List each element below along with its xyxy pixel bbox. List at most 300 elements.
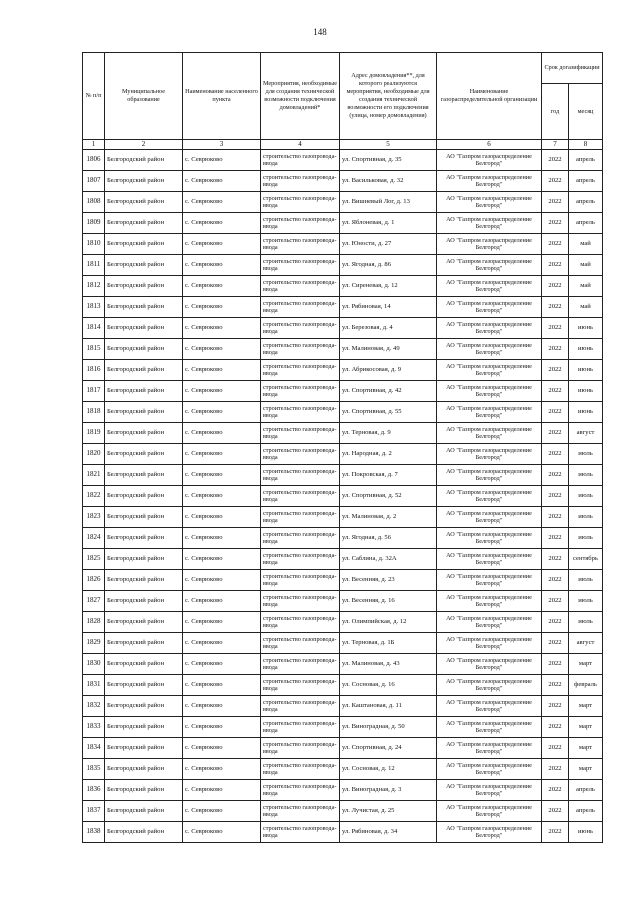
organization-cell: АО "Газпром газораспределение Белгород" <box>437 234 542 255</box>
month-cell: апрель <box>569 801 603 822</box>
address-cell: ул. Сиреневая, д. 12 <box>340 276 437 297</box>
table-row <box>83 402 603 423</box>
month-cell: февраль <box>569 675 603 696</box>
month-cell: июнь <box>569 318 603 339</box>
settlement-cell: с. Севрюково <box>183 696 261 717</box>
month-cell: апрель <box>569 192 603 213</box>
header-activity: Мероприятия, необходимые для создания технической возможности подключения домовладений* <box>261 53 340 140</box>
activity-cell: строительство газопровода-ввода <box>261 171 340 192</box>
header-org: Наименование газораспределительной организации <box>437 53 542 140</box>
municipality-cell: Белгородский район <box>105 360 183 381</box>
municipality-cell: Белгородский район <box>105 549 183 570</box>
year-cell: 2022 <box>542 402 569 423</box>
table-row <box>83 801 603 822</box>
table-header <box>83 53 603 150</box>
municipality-cell: Белгородский район <box>105 717 183 738</box>
address-cell: ул. Абрикосовая, д. 9 <box>340 360 437 381</box>
address-cell: ул. Березовая, д. 4 <box>340 318 437 339</box>
address-cell: ул. Лучистая, д. 25 <box>340 801 437 822</box>
municipality-cell: Белгородский район <box>105 633 183 654</box>
table-row <box>83 633 603 654</box>
row-number: 1832 <box>83 696 105 717</box>
column-number: 7 <box>542 140 569 150</box>
activity-cell: строительство газопровода-ввода <box>261 318 340 339</box>
year-cell: 2022 <box>542 360 569 381</box>
address-cell: ул. Малиновая, д. 43 <box>340 654 437 675</box>
row-number: 1818 <box>83 402 105 423</box>
activity-cell: строительство газопровода-ввода <box>261 780 340 801</box>
activity-cell: строительство газопровода-ввода <box>261 465 340 486</box>
address-cell: ул. Спортивная, д. 52 <box>340 486 437 507</box>
settlement-cell: с. Севрюково <box>183 801 261 822</box>
organization-cell: АО "Газпром газораспределение Белгород" <box>437 444 542 465</box>
year-cell: 2022 <box>542 507 569 528</box>
month-cell: август <box>569 423 603 444</box>
organization-cell: АО "Газпром газораспределение Белгород" <box>437 360 542 381</box>
address-cell: ул. Спортивная, д. 55 <box>340 402 437 423</box>
year-cell: 2022 <box>542 339 569 360</box>
month-cell: апрель <box>569 780 603 801</box>
organization-cell: АО "Газпром газораспределение Белгород" <box>437 528 542 549</box>
year-cell: 2022 <box>542 318 569 339</box>
organization-cell: АО "Газпром газораспределение Белгород" <box>437 717 542 738</box>
organization-cell: АО "Газпром газораспределение Белгород" <box>437 318 542 339</box>
table-row <box>83 339 603 360</box>
municipality-cell: Белгородский район <box>105 780 183 801</box>
organization-cell: АО "Газпром газораспределение Белгород" <box>437 780 542 801</box>
row-number: 1810 <box>83 234 105 255</box>
settlement-cell: с. Севрюково <box>183 423 261 444</box>
table-row <box>83 612 603 633</box>
month-cell: июль <box>569 507 603 528</box>
activity-cell: строительство газопровода-ввода <box>261 612 340 633</box>
gasification-table <box>82 52 603 843</box>
table-row <box>83 150 603 171</box>
month-cell: март <box>569 759 603 780</box>
activity-cell: строительство газопровода-ввода <box>261 549 340 570</box>
municipality-cell: Белгородский район <box>105 591 183 612</box>
table-row <box>83 234 603 255</box>
table-row <box>83 780 603 801</box>
settlement-cell: с. Севрюково <box>183 570 261 591</box>
table-row <box>83 192 603 213</box>
year-cell: 2022 <box>542 570 569 591</box>
activity-cell: строительство газопровода-ввода <box>261 234 340 255</box>
address-cell: ул. Рябиновая, 14 <box>340 297 437 318</box>
row-number: 1828 <box>83 612 105 633</box>
activity-cell: строительство газопровода-ввода <box>261 801 340 822</box>
address-cell: ул. Ягодная, д. 86 <box>340 255 437 276</box>
municipality-cell: Белгородский район <box>105 486 183 507</box>
address-cell: ул. Каштановая, д. 11 <box>340 696 437 717</box>
activity-cell: строительство газопровода-ввода <box>261 633 340 654</box>
column-number: 4 <box>261 140 340 150</box>
municipality-cell: Белгородский район <box>105 822 183 843</box>
activity-cell: строительство газопровода-ввода <box>261 423 340 444</box>
organization-cell: АО "Газпром газораспределение Белгород" <box>437 507 542 528</box>
year-cell: 2022 <box>542 633 569 654</box>
year-cell: 2022 <box>542 738 569 759</box>
municipality-cell: Белгородский район <box>105 318 183 339</box>
row-number: 1830 <box>83 654 105 675</box>
column-number: 2 <box>105 140 183 150</box>
address-cell: ул. Васильковая, д. 32 <box>340 171 437 192</box>
address-cell: ул. Весенняя, д. 23 <box>340 570 437 591</box>
month-cell: июнь <box>569 360 603 381</box>
header-num: № п/п <box>83 53 105 140</box>
row-number: 1820 <box>83 444 105 465</box>
month-cell: май <box>569 276 603 297</box>
settlement-cell: с. Севрюково <box>183 402 261 423</box>
table-row <box>83 381 603 402</box>
settlement-cell: с. Севрюково <box>183 507 261 528</box>
settlement-cell: с. Севрюково <box>183 381 261 402</box>
activity-cell: строительство газопровода-ввода <box>261 675 340 696</box>
year-cell: 2022 <box>542 780 569 801</box>
year-cell: 2022 <box>542 801 569 822</box>
table-row <box>83 486 603 507</box>
table-row <box>83 570 603 591</box>
organization-cell: АО "Газпром газораспределение Белгород" <box>437 654 542 675</box>
municipality-cell: Белгородский район <box>105 570 183 591</box>
organization-cell: АО "Газпром газораспределение Белгород" <box>437 801 542 822</box>
table-row <box>83 507 603 528</box>
row-number: 1807 <box>83 171 105 192</box>
table-row <box>83 717 603 738</box>
municipality-cell: Белгородский район <box>105 213 183 234</box>
municipality-cell: Белгородский район <box>105 654 183 675</box>
row-number: 1821 <box>83 465 105 486</box>
activity-cell: строительство газопровода-ввода <box>261 591 340 612</box>
row-number: 1819 <box>83 423 105 444</box>
settlement-cell: с. Севрюково <box>183 213 261 234</box>
table-row <box>83 528 603 549</box>
settlement-cell: с. Севрюково <box>183 255 261 276</box>
activity-cell: строительство газопровода-ввода <box>261 255 340 276</box>
row-number: 1813 <box>83 297 105 318</box>
address-cell: ул. Спортивная, д. 24 <box>340 738 437 759</box>
settlement-cell: с. Севрюково <box>183 528 261 549</box>
settlement-cell: с. Севрюково <box>183 192 261 213</box>
month-cell: август <box>569 633 603 654</box>
month-cell: март <box>569 717 603 738</box>
settlement-cell: с. Севрюково <box>183 297 261 318</box>
municipality-cell: Белгородский район <box>105 150 183 171</box>
municipality-cell: Белгородский район <box>105 507 183 528</box>
organization-cell: АО "Газпром газораспределение Белгород" <box>437 738 542 759</box>
organization-cell: АО "Газпром газораспределение Белгород" <box>437 759 542 780</box>
row-number: 1809 <box>83 213 105 234</box>
table-row <box>83 738 603 759</box>
activity-cell: строительство газопровода-ввода <box>261 360 340 381</box>
month-cell: март <box>569 654 603 675</box>
organization-cell: АО "Газпром газораспределение Белгород" <box>437 150 542 171</box>
municipality-cell: Белгородский район <box>105 339 183 360</box>
organization-cell: АО "Газпром газораспределение Белгород" <box>437 822 542 843</box>
row-number: 1812 <box>83 276 105 297</box>
address-cell: ул. Покровская, д. 7 <box>340 465 437 486</box>
address-cell: ул. Олимпийская, д. 12 <box>340 612 437 633</box>
settlement-cell: с. Севрюково <box>183 150 261 171</box>
organization-cell: АО "Газпром газораспределение Белгород" <box>437 612 542 633</box>
address-cell: ул. Саблина, д. 32А <box>340 549 437 570</box>
year-cell: 2022 <box>542 423 569 444</box>
municipality-cell: Белгородский район <box>105 255 183 276</box>
settlement-cell: с. Севрюково <box>183 444 261 465</box>
settlement-cell: с. Севрюково <box>183 822 261 843</box>
organization-cell: АО "Газпром газораспределение Белгород" <box>437 549 542 570</box>
table-row <box>83 276 603 297</box>
settlement-cell: с. Севрюково <box>183 549 261 570</box>
column-number: 5 <box>340 140 437 150</box>
year-cell: 2022 <box>542 717 569 738</box>
column-number: 6 <box>437 140 542 150</box>
municipality-cell: Белгородский район <box>105 738 183 759</box>
month-cell: июнь <box>569 822 603 843</box>
settlement-cell: с. Севрюково <box>183 591 261 612</box>
organization-cell: АО "Газпром газораспределение Белгород" <box>437 465 542 486</box>
settlement-cell: с. Севрюково <box>183 465 261 486</box>
activity-cell: строительство газопровода-ввода <box>261 738 340 759</box>
year-cell: 2022 <box>542 654 569 675</box>
month-cell: июнь <box>569 381 603 402</box>
year-cell: 2022 <box>542 612 569 633</box>
address-cell: ул. Яблоневая, д. 1 <box>340 213 437 234</box>
row-number: 1811 <box>83 255 105 276</box>
table-row <box>83 255 603 276</box>
row-number: 1835 <box>83 759 105 780</box>
year-cell: 2022 <box>542 276 569 297</box>
header-deadline: Срок догазификации <box>542 53 603 84</box>
activity-cell: строительство газопровода-ввода <box>261 402 340 423</box>
table-row <box>83 675 603 696</box>
year-cell: 2022 <box>542 213 569 234</box>
settlement-cell: с. Севрюково <box>183 171 261 192</box>
organization-cell: АО "Газпром газораспределение Белгород" <box>437 192 542 213</box>
month-cell: сентябрь <box>569 549 603 570</box>
table-row <box>83 654 603 675</box>
year-cell: 2022 <box>542 822 569 843</box>
year-cell: 2022 <box>542 381 569 402</box>
column-number: 8 <box>569 140 603 150</box>
row-number: 1823 <box>83 507 105 528</box>
page-number: 148 <box>313 27 327 37</box>
activity-cell: строительство газопровода-ввода <box>261 570 340 591</box>
organization-cell: АО "Газпром газораспределение Белгород" <box>437 297 542 318</box>
address-cell: ул. Малиновая, д. 2 <box>340 507 437 528</box>
table-row <box>83 423 603 444</box>
settlement-cell: с. Севрюково <box>183 780 261 801</box>
address-cell: ул. Сосновая, д. 16 <box>340 675 437 696</box>
organization-cell: АО "Газпром газораспределение Белгород" <box>437 339 542 360</box>
year-cell: 2022 <box>542 675 569 696</box>
organization-cell: АО "Газпром газораспределение Белгород" <box>437 486 542 507</box>
year-cell: 2022 <box>542 255 569 276</box>
activity-cell: строительство газопровода-ввода <box>261 444 340 465</box>
address-cell: ул. Рябиновая, д. 34 <box>340 822 437 843</box>
settlement-cell: с. Севрюково <box>183 612 261 633</box>
year-cell: 2022 <box>542 591 569 612</box>
activity-cell: строительство газопровода-ввода <box>261 822 340 843</box>
row-number: 1825 <box>83 549 105 570</box>
organization-cell: АО "Газпром газораспределение Белгород" <box>437 696 542 717</box>
settlement-cell: с. Севрюково <box>183 360 261 381</box>
column-number: 3 <box>183 140 261 150</box>
year-cell: 2022 <box>542 444 569 465</box>
address-cell: ул. Виноградная, д. 3 <box>340 780 437 801</box>
year-cell: 2022 <box>542 549 569 570</box>
activity-cell: строительство газопровода-ввода <box>261 717 340 738</box>
table-row <box>83 759 603 780</box>
address-cell: ул. Малиновая, д. 49 <box>340 339 437 360</box>
address-cell: ул. Весенняя, д. 16 <box>340 591 437 612</box>
row-number: 1814 <box>83 318 105 339</box>
settlement-cell: с. Севрюково <box>183 717 261 738</box>
settlement-cell: с. Севрюково <box>183 633 261 654</box>
month-cell: апрель <box>569 150 603 171</box>
settlement-cell: с. Севрюково <box>183 234 261 255</box>
activity-cell: строительство газопровода-ввода <box>261 528 340 549</box>
organization-cell: АО "Газпром газораспределение Белгород" <box>437 675 542 696</box>
activity-cell: строительство газопровода-ввода <box>261 759 340 780</box>
organization-cell: АО "Газпром газораспределение Белгород" <box>437 402 542 423</box>
activity-cell: строительство газопровода-ввода <box>261 696 340 717</box>
settlement-cell: с. Севрюково <box>183 654 261 675</box>
organization-cell: АО "Газпром газораспределение Белгород" <box>437 570 542 591</box>
organization-cell: АО "Газпром газораспределение Белгород" <box>437 276 542 297</box>
month-cell: март <box>569 696 603 717</box>
municipality-cell: Белгородский район <box>105 276 183 297</box>
table-row <box>83 360 603 381</box>
table-body <box>83 150 603 843</box>
table-row <box>83 591 603 612</box>
settlement-cell: с. Севрюково <box>183 318 261 339</box>
organization-cell: АО "Газпром газораспределение Белгород" <box>437 633 542 654</box>
address-cell: ул. Терновая, д. 9 <box>340 423 437 444</box>
column-number: 1 <box>83 140 105 150</box>
row-number: 1829 <box>83 633 105 654</box>
municipality-cell: Белгородский район <box>105 192 183 213</box>
address-cell: ул. Терновая, д. 1Б <box>340 633 437 654</box>
settlement-cell: с. Севрюково <box>183 759 261 780</box>
address-cell: ул. Ягодная, д. 56 <box>340 528 437 549</box>
municipality-cell: Белгородский район <box>105 801 183 822</box>
year-cell: 2022 <box>542 696 569 717</box>
year-cell: 2022 <box>542 465 569 486</box>
address-cell: ул. Вишневый Лог, д. 13 <box>340 192 437 213</box>
address-cell: ул. Виноградная, д. 50 <box>340 717 437 738</box>
table-row <box>83 318 603 339</box>
month-cell: май <box>569 255 603 276</box>
settlement-cell: с. Севрюково <box>183 486 261 507</box>
organization-cell: АО "Газпром газораспределение Белгород" <box>437 381 542 402</box>
municipality-cell: Белгородский район <box>105 675 183 696</box>
row-number: 1834 <box>83 738 105 759</box>
organization-cell: АО "Газпром газораспределение Белгород" <box>437 213 542 234</box>
municipality-cell: Белгородский район <box>105 234 183 255</box>
settlement-cell: с. Севрюково <box>183 339 261 360</box>
settlement-cell: с. Севрюково <box>183 738 261 759</box>
activity-cell: строительство газопровода-ввода <box>261 213 340 234</box>
row-number: 1815 <box>83 339 105 360</box>
table-row <box>83 444 603 465</box>
month-cell: апрель <box>569 171 603 192</box>
month-cell: март <box>569 738 603 759</box>
municipality-cell: Белгородский район <box>105 528 183 549</box>
row-number: 1838 <box>83 822 105 843</box>
row-number: 1827 <box>83 591 105 612</box>
month-cell: июль <box>569 486 603 507</box>
column-numbers-row <box>83 140 603 150</box>
activity-cell: строительство газопровода-ввода <box>261 654 340 675</box>
row-number: 1808 <box>83 192 105 213</box>
organization-cell: АО "Газпром газораспределение Белгород" <box>437 591 542 612</box>
municipality-cell: Белгородский район <box>105 465 183 486</box>
table-row <box>83 822 603 843</box>
activity-cell: строительство газопровода-ввода <box>261 381 340 402</box>
municipality-cell: Белгородский район <box>105 171 183 192</box>
header-month: месяц <box>569 84 603 140</box>
month-cell: май <box>569 234 603 255</box>
year-cell: 2022 <box>542 234 569 255</box>
table-row <box>83 213 603 234</box>
row-number: 1826 <box>83 570 105 591</box>
row-number: 1816 <box>83 360 105 381</box>
month-cell: апрель <box>569 213 603 234</box>
address-cell: ул. Спортивная, д. 35 <box>340 150 437 171</box>
activity-cell: строительство газопровода-ввода <box>261 339 340 360</box>
year-cell: 2022 <box>542 759 569 780</box>
activity-cell: строительство газопровода-ввода <box>261 150 340 171</box>
organization-cell: АО "Газпром газораспределение Белгород" <box>437 255 542 276</box>
organization-cell: АО "Газпром газораспределение Белгород" <box>437 171 542 192</box>
month-cell: июль <box>569 570 603 591</box>
year-cell: 2022 <box>542 171 569 192</box>
municipality-cell: Белгородский район <box>105 381 183 402</box>
row-number: 1806 <box>83 150 105 171</box>
month-cell: июль <box>569 444 603 465</box>
table-row <box>83 696 603 717</box>
row-number: 1824 <box>83 528 105 549</box>
activity-cell: строительство газопровода-ввода <box>261 507 340 528</box>
month-cell: июль <box>569 591 603 612</box>
activity-cell: строительство газопровода-ввода <box>261 297 340 318</box>
row-number: 1822 <box>83 486 105 507</box>
header-settlement: Наименование населенного пункта <box>183 53 261 140</box>
year-cell: 2022 <box>542 486 569 507</box>
row-number: 1833 <box>83 717 105 738</box>
header-municipality: Муниципальное образование <box>105 53 183 140</box>
activity-cell: строительство газопровода-ввода <box>261 486 340 507</box>
municipality-cell: Белгородский район <box>105 612 183 633</box>
address-cell: ул. Юности, д. 27 <box>340 234 437 255</box>
activity-cell: строительство газопровода-ввода <box>261 192 340 213</box>
settlement-cell: с. Севрюково <box>183 675 261 696</box>
month-cell: июнь <box>569 339 603 360</box>
address-cell: ул. Народная, д. 2 <box>340 444 437 465</box>
address-cell: ул. Сосновая, д. 12 <box>340 759 437 780</box>
year-cell: 2022 <box>542 150 569 171</box>
municipality-cell: Белгородский район <box>105 297 183 318</box>
row-number: 1837 <box>83 801 105 822</box>
month-cell: июль <box>569 612 603 633</box>
month-cell: июль <box>569 465 603 486</box>
header-year: год <box>542 84 569 140</box>
municipality-cell: Белгородский район <box>105 444 183 465</box>
row-number: 1836 <box>83 780 105 801</box>
municipality-cell: Белгородский район <box>105 423 183 444</box>
row-number: 1831 <box>83 675 105 696</box>
